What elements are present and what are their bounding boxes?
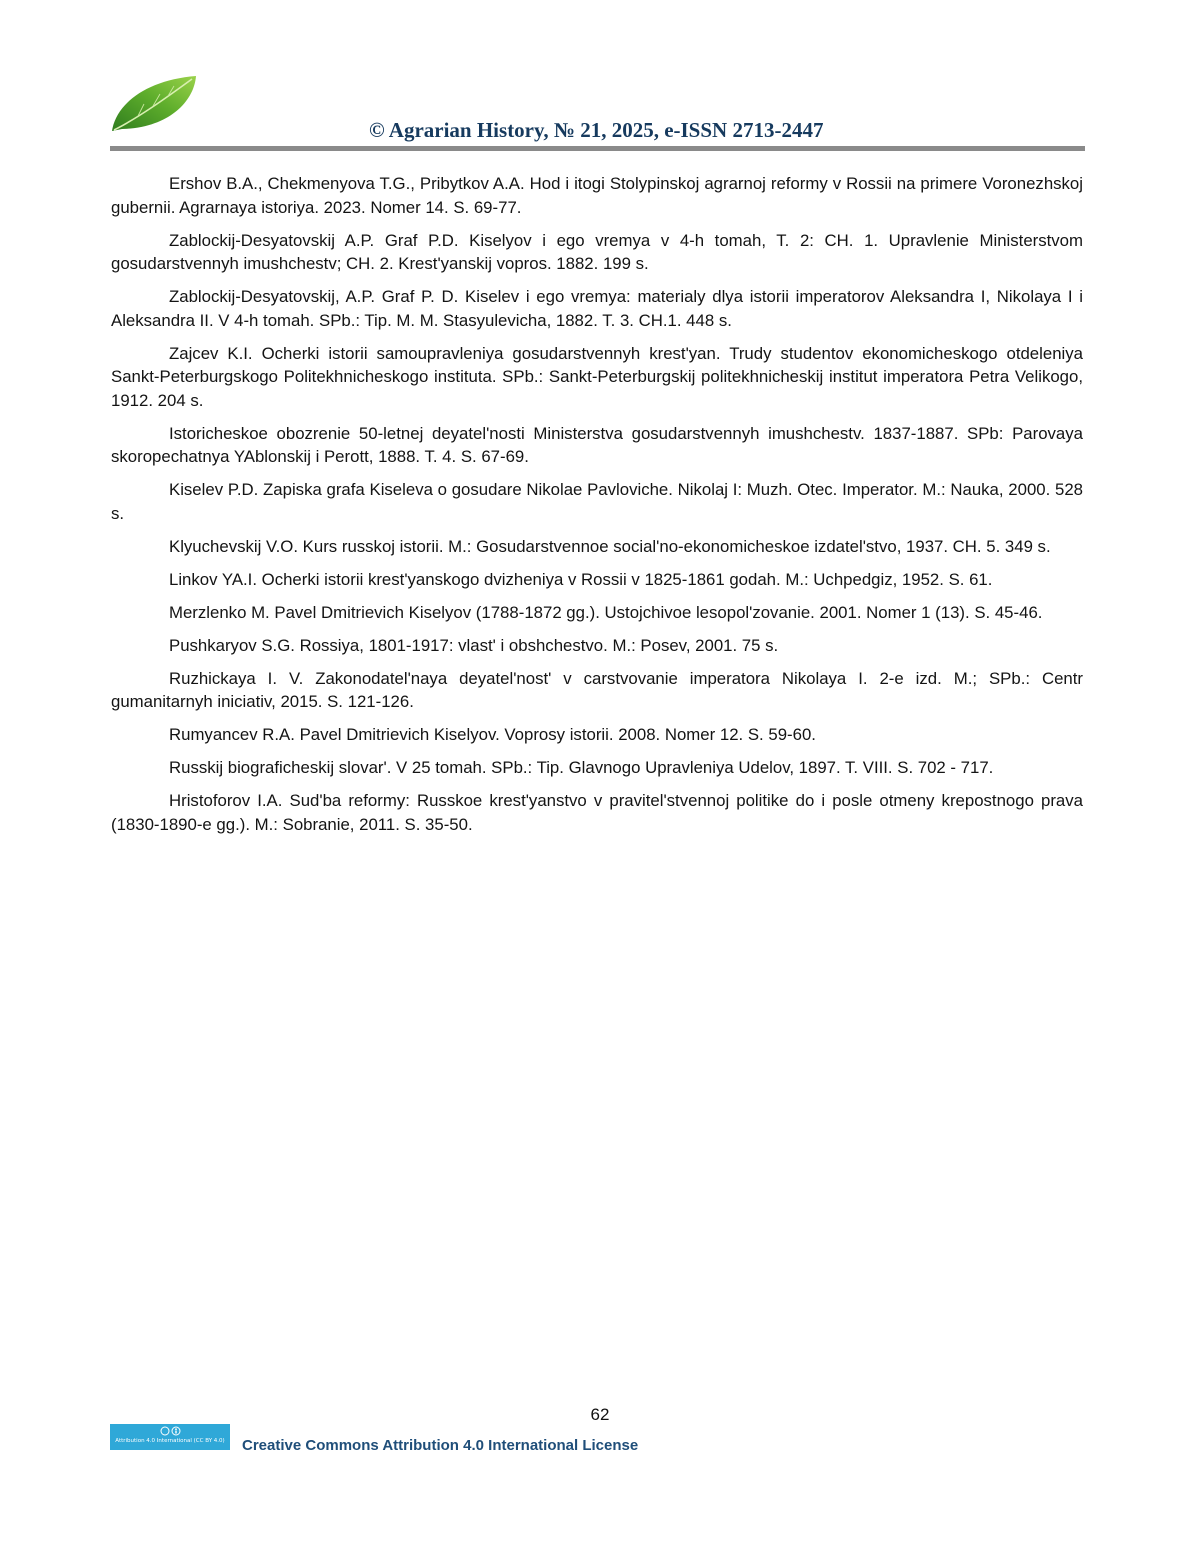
reference-item: Istoricheskoe obozrenie 50-letnej deyatel'nosti Ministerstva gosudarstvennyh imushchestv. 1837-1887. SPb: Parovaya skoropechatnya YAblonskij i Perott, 1888. T. 4. S. 67-69. [111, 423, 1083, 466]
reference-item: Kiselev P.D. Zapiska grafa Kiseleva o gosudare Nikolae Pavloviche. Nikolaj I: Muzh. Otec. Imperator. M.: Nauka, 2000. 528 s. [111, 480, 1083, 523]
cc-license-badge[interactable] [110, 1424, 230, 1450]
reference-item: Ershov B.A., Chekmenyova T.G., Pribytkov A.A. Hod i itogi Stolypinskoj agrarnoj reformy v Rossii na primere Voronezhskoj gubernii. Agrarnaya istoriya. 2023. Nomer 14. S. 69-77. [111, 174, 1083, 217]
reference-item: Pushkaryov S.G. Rossiya, 1801-1917: vlast' i obshchestvo. M.: Posev, 2001. 75 s. [169, 635, 779, 655]
reference-item: Zablockij-Desyatovskij A.P. Graf P.D. Kiselyov i ego vremya v 4-h tomah, T. 2: CH. 1. Upravlenie Ministerstvom gosudarstvennyh imushchestv; CH. 2. Krest'yanskij vopros. 1882. 199 s. [111, 230, 1083, 273]
reference-item: Hristoforov I.A. Sud'ba reformy: Russkoe krest'yanstvo v pravitel'stvennoj politike do i posle otmeny krepostnogo prava (1830-1890-e gg.). M.: Sobranie, 2011. S. 35-50. [111, 791, 1083, 834]
reference-item: Merzlenko M. Pavel Dmitrievich Kiselyov (1788-1872 gg.). Ustojchivoe lesopol'zovanie. 2001. Nomer 1 (13). S. 45-46. [169, 602, 1043, 622]
cc-badge-text: Attribution 4.0 International (CC BY 4.0) [115, 1438, 225, 1444]
cc-by-icon [160, 1426, 182, 1436]
journal-title: © Agrarian History, № 21, 2025, e-ISSN 2713-2447 [369, 118, 824, 142]
license-link[interactable]: Creative Commons Attribution 4.0 International License [242, 1437, 639, 1454]
reference-item: Klyuchevskij V.O. Kurs russkoj istorii. M.: Gosudarstvennoe social'no-ekonomicheskoe izdatel'stvo, 1937. CH. 5. 349 s. [169, 536, 1051, 556]
reference-item: Zablockij-Desyatovskij, A.P. Graf P. D. Kiselev i ego vremya: materialy dlya istorii imperatorov Aleksandra I, Nikolaya I i Aleksandra II. V 4-h tomah. SPb.: Tip. M. M. Stasyulevicha, 1882. T. 3. CH.1. 448 s. [111, 287, 1083, 330]
header-divider [110, 146, 1085, 151]
reference-item: Zajcev K.I. Ocherki istorii samoupravleniya gosudarstvennyh krest'yan. Trudy studentov ekonomicheskogo otdeleniya Sankt-Peterburgskogo Politekhnicheskogo instituta. SPb.: Sankt-Peterburgskij politekhnicheskij institut imperatora Petra Velikogo, 1912. 204 s. [111, 343, 1083, 410]
reference-item: Ruzhickaya I. V. Zakonodatel'naya deyatel'nost' v carstvovanie imperatora Nikolaya I. 2-e izd. M.; SPb.: Centr gumanitarnyh iniciativ, 2015. S. 121-126. [111, 668, 1083, 711]
reference-item: Rumyancev R.A. Pavel Dmitrievich Kiselyov. Voprosy istorii. 2008. Nomer 12. S. 59-60. [169, 725, 816, 744]
reference-list [111, 172, 1083, 846]
reference-item: Russkij biograficheskij slovar'. V 25 tomah. SPb.: Tip. Glavnogo Upravleniya Udelov, 1897. T. VIII. S. 702 - 717. [169, 758, 994, 777]
reference-item: Linkov YA.I. Ocherki istorii krest'yanskogo dvizheniya v Rossii v 1825-1861 godah. M.: Uchpedgiz, 1952. S. 61. [169, 569, 993, 589]
page-number: 62 [590, 1405, 610, 1424]
leaf-logo-icon [108, 74, 202, 136]
